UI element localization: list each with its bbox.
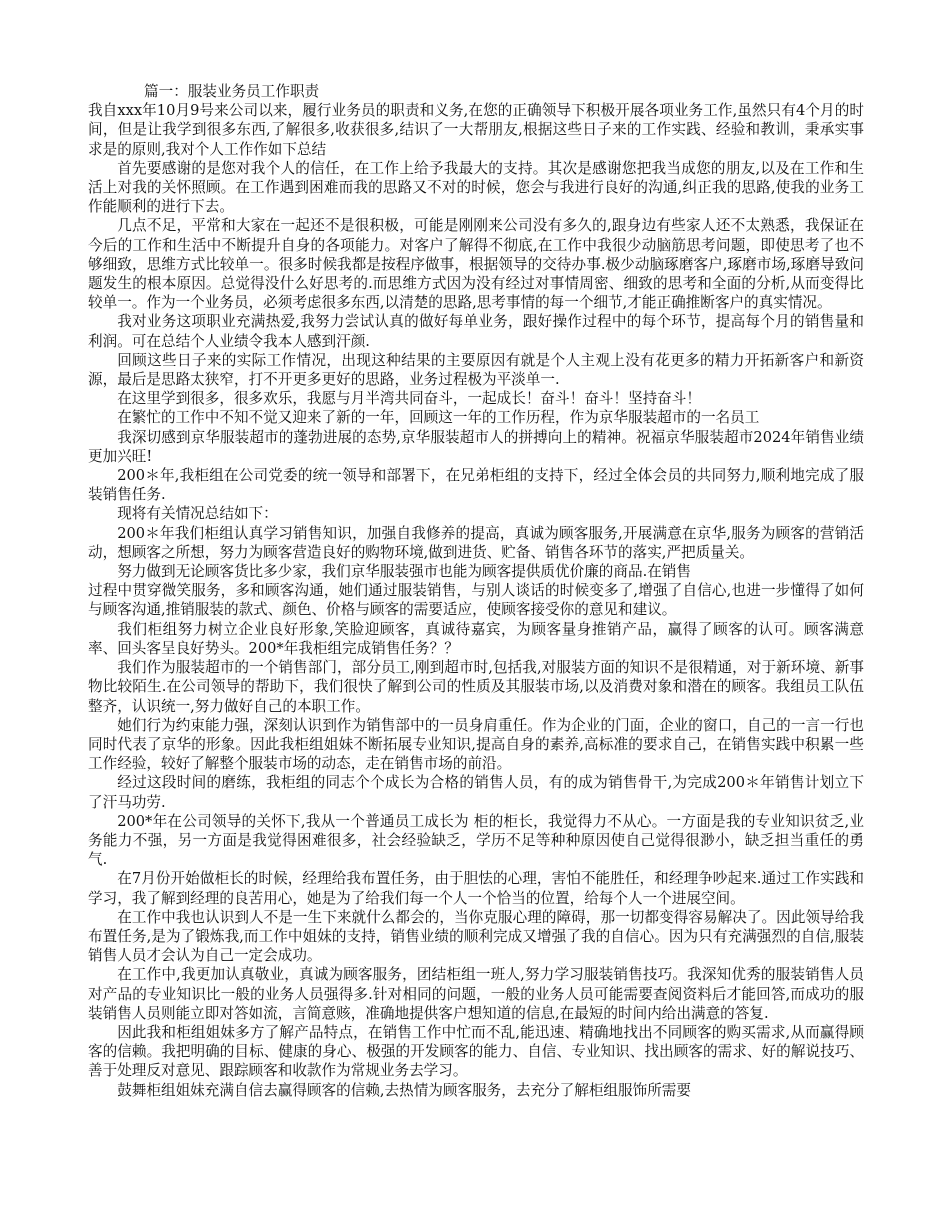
document-paragraph: 200＊年,我柜组在公司党委的统一领导和部署下，在兄弟柜组的支持下，经过全体会员的共同努力,顺利地完成了服装销售任务. (88, 467, 864, 504)
document-paragraph: 我对业务这项职业充满热爱,我努力尝试认真的做好每单业务，跟好操作过程中的每个环节，提高每个月的销售量和利润。可在总结个人业绩令我本人感到汗颜. (88, 313, 864, 350)
document-paragraph: 我深切感到京华服装超市的蓬勃进展的态势,京华服装超市人的拼搏向上的精神。祝福京华服装超市2024年销售业绩更加兴旺! (88, 428, 864, 465)
document-title: 篇一：服装业务员工作职责 (144, 83, 320, 100)
document-paragraph: 回顾这些日子来的实际工作情况，出现这种结果的主要原因有就是个人主观上没有花更多的精力开拓新客户和新资源，最后是思路太狭窄，打不开更多更好的思路，业务过程极为平淡单一. (88, 351, 864, 389)
document-paragraph: 在这里学到很多，很多欢乐，我愿与月半湾共同奋斗，一起成长！奋斗！奋斗！坚持奋斗！ (117, 390, 701, 408)
document-paragraph: 过程中贯穿微笑服务，多和顾客沟通，她们通过服装销售，与别人谈话的时候变多了,增强了自信心,也进一步懂得了如何与顾客沟通,推销服装的款式、颜色、价格与顾客的需要适应，使顾客接受你的意见和建议。 (88, 582, 864, 619)
document-paragraph: 几点不足，平常和大家在一起还不是很积极，可能是刚刚来公司没有多久的,跟身边有些家人还不太熟悉，我保证在今后的工作和生活中不断提升自身的各项能力。对客户了解得不彻底,在工作中我很少动脑筋思考问题，即使思考了也不够细致，思维方式比较单一。很多时候我都是按程序做事，根据领导的交待办事.极少动脑琢磨客户,琢磨市场,琢磨导致问题发生的根本原因。总觉得没什么好思考的.而思维方式因为没有经过对事情周密、细致的思考和全面的分析,从而变得比较单一。作为一个业务员，必须考虑很多东西,以清楚的思路,思考事情的每一个细节,才能正确推断客户的真实情况。 (88, 217, 864, 312)
document-paragraph: 200＊年我们柜组认真学习销售知识，加强自我修养的提高，真诚为顾客服务,开展满意在京华,服务为顾客的营销活动，想顾客之所想，努力为顾客营造良好的购物环境,做到进货、贮备、销售各环节的落实,严把质量关。 (88, 524, 864, 561)
document-paragraph: 200*年在公司领导的关怀下,我从一个普通员工成长为 柜的柜长，我觉得力不从心。一方面是我的专业知识贫乏,业务能力不强，另一方面是我觉得困难很多，社会经验缺乏，学历不足等种种原因使自己觉得很渺小，缺乏担当重任的勇气. (88, 812, 864, 869)
document-paragraph: 我自xxx年10月9号来公司以来，履行业务员的职责和义务,在您的正确领导下积极开展各项业务工作,虽然只有4个月的时间，但是让我学到很多东西,了解很多,收获很多,结识了一大帮朋友,根据这些日子来的工作实践、经验和教训，秉承实事求是的原则,我对个人工作作如下总结 (88, 102, 864, 158)
document-paragraph: 鼓舞柜组姐妹充满自信去赢得顾客的信赖,去热情为顾客服务，去充分了解柜组服饰所需要 (117, 1081, 691, 1099)
document-paragraph: 她们行为约束能力强，深刻认识到作为销售部中的一员身肩重任。作为企业的门面，企业的窗口，自己的一言一行也同时代表了京华的形象。因此我柜组姐妹不断拓展专业知识,提高自身的素养,高标准的要求自己，在销售实践中积累一些工作经验，较好了解整个服装市场的动态，走在销售市场的前沿。 (88, 716, 864, 773)
document-paragraph: 在工作中,我更加认真敬业，真诚为顾客服务，团结柜组一班人,努力学习服装销售技巧。我深知优秀的服装销售人员对产品的专业知识比一般的业务人员强得多.针对相同的问题，一般的业务人员可能需要查阅资料后才能回答,而成功的服装销售人员则能立即对答如流，言简意赅，准确地提供客户想知道的信息,在最短的时间内给出满意的答复. (88, 966, 864, 1022)
document-paragraph: 在繁忙的工作中不知不觉又迎来了新的一年，回顾这一年的工作历程，作为京华服装超市的一名员工 (117, 409, 760, 427)
document-body (88, 101, 864, 1100)
document-paragraph: 我们作为服装超市的一个销售部门，部分员工,刚到超市时,包括我,对服装方面的知识不是很精通，对于新环境、新事物比较陌生.在公司领导的帮助下，我们很快了解到公司的性质及其服装市场,以及消费对象和潜在的顾客。我组员工队伍整齐，认识统一,努力做好自己的本职工作。 (88, 659, 864, 715)
document-page (88, 82, 864, 1100)
document-paragraph: 我们柜组努力树立企业良好形象,笑脸迎顾客，真诚待嘉宾，为顾客量身推销产品，赢得了顾客的认可。顾客满意率、回头客呈良好势头。200*年我柜组完成销售任务？？ (88, 620, 864, 657)
document-paragraph: 因此我和柜组姐妹多方了解产品特点，在销售工作中忙而不乱,能迅速、精确地找出不同顾客的购买需求,从而赢得顾客的信赖。我把明确的目标、健康的身心、极强的开发顾客的能力、自信、专业知识、找出顾客的需求、好的解说技巧、善于处理反对意见、跟踪顾客和收款作为常规业务去学习。 (88, 1023, 864, 1080)
document-paragraph: 努力做到无论顾客货比多少家，我们京华服装强市也能为顾客提供质优价廉的商品.在销售 (117, 563, 691, 581)
document-paragraph: 在7月份开始做柜长的时候，经理给我布置任务，由于胆怯的心理，害怕不能胜任，和经理争吵起来.通过工作实践和学习，我了解到经理的良苦用心，她是为了给我们每一个人一个恰当的位置，给每个人一个进展空间。 (88, 870, 864, 907)
document-paragraph: 在工作中我也认识到人不是一生下来就什么都会的，当你克服心理的障碍，那一切都变得容易解决了。因此领导给我布置任务,是为了锻炼我,而工作中姐妹的支持，销售业绩的顺利完成又增强了我的自信心。因为只有充满强烈的自信,服装销售人员才会认为自己一定会成功。 (88, 908, 864, 965)
document-paragraph: 经过这段时间的磨练，我柜组的同志个个成长为合格的销售人员，有的成为销售骨干,为完成200＊年销售计划立下了汗马功劳. (88, 774, 864, 811)
document-paragraph: 首先要感谢的是您对我个人的信任，在工作上给予我最大的支持。其次是感谢您把我当成您的朋友,以及在工作和生活上对我的关怀照顾。在工作遇到困难而我的思路又不对的时候，您会与我进行良好的沟通,纠正我的思路,使我的业务工作能顺利的进行下去。 (88, 159, 864, 216)
document-paragraph: 现将有关情况总结如下： (117, 505, 278, 523)
